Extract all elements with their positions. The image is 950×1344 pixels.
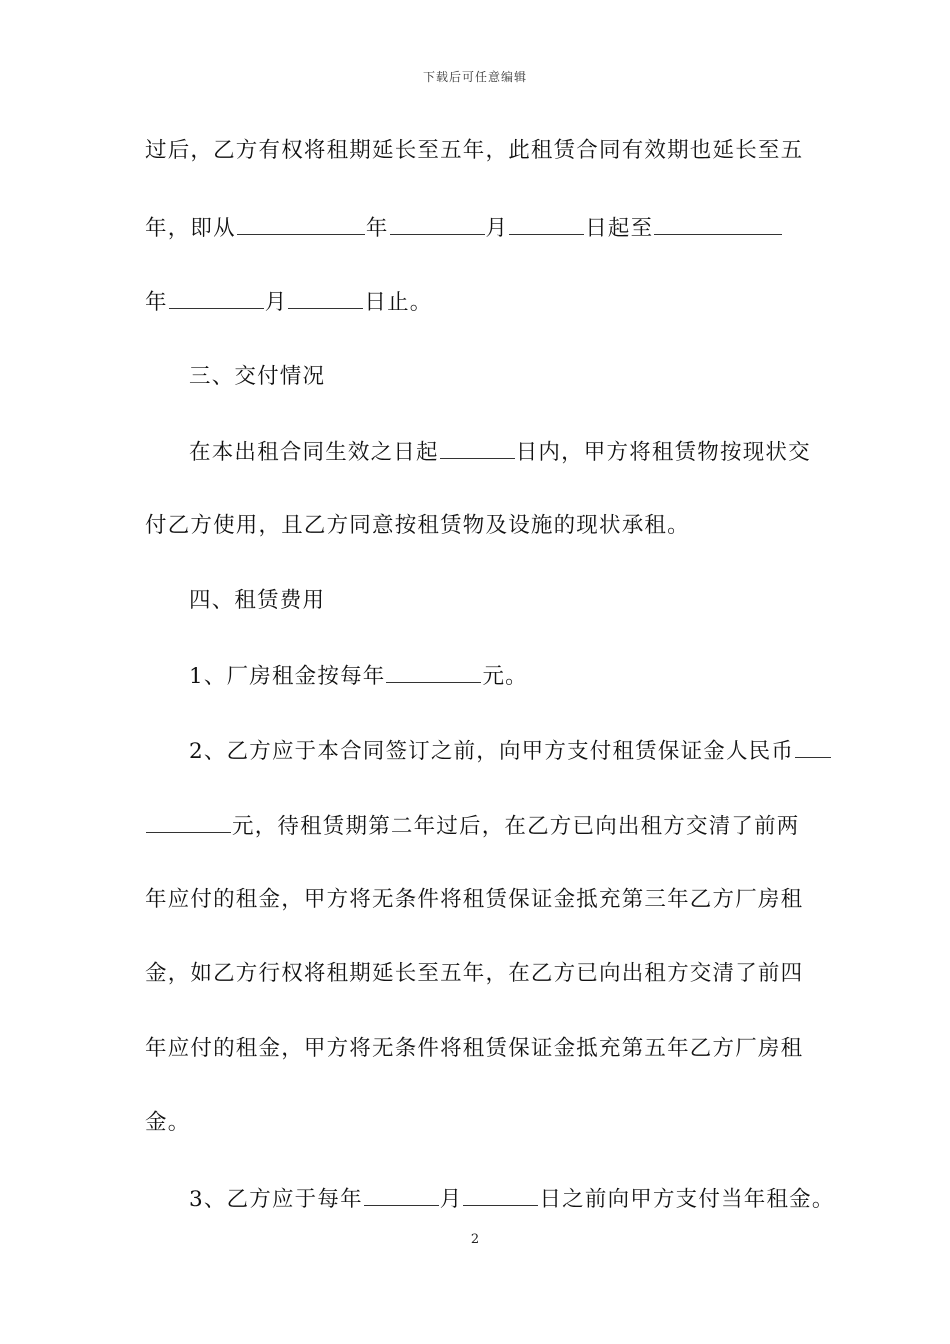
fill-in-blank xyxy=(509,212,584,235)
body-line xyxy=(145,885,825,915)
line-text: 年，即从 xyxy=(145,216,236,241)
line-text: 日内，甲方将租赁物按现状交 xyxy=(515,440,811,465)
body-line xyxy=(145,212,825,242)
body-line xyxy=(145,136,825,166)
line-text: 元，待租赁期第二年过后，在乙方已向出租方交清了前两 xyxy=(232,814,800,839)
line-text: 在本出租合同生效之日起 xyxy=(189,440,439,465)
body-line xyxy=(189,1183,835,1213)
fill-in-blank xyxy=(795,735,831,758)
line-text: 2、乙方应于本合同签订之前，向甲方支付租赁保证金人民币 xyxy=(189,739,795,764)
body-line xyxy=(189,660,829,690)
fill-in-blank xyxy=(463,1183,538,1206)
fill-in-blank xyxy=(386,660,481,683)
line-text: 金，如乙方行权将租期延长至五年，在乙方已向出租方交清了前四 xyxy=(145,961,804,986)
body-line xyxy=(189,735,829,765)
body-line xyxy=(145,1034,825,1064)
page-number: 2 xyxy=(470,1232,480,1247)
fill-in-blank xyxy=(654,212,782,235)
line-text: 三、交付情况 xyxy=(189,364,326,389)
section-heading xyxy=(189,362,829,392)
line-text: 付乙方使用，且乙方同意按租赁物及设施的现状承租。 xyxy=(145,513,690,538)
body-line xyxy=(145,810,825,840)
line-text: 3、乙方应于每年 xyxy=(189,1187,363,1212)
line-text: 日之前向甲方支付当年租金。 xyxy=(539,1187,835,1212)
line-text: 过后，乙方有权将租期延长至五年，此租赁合同有效期也延长至五 xyxy=(145,138,804,163)
body-line xyxy=(145,959,825,989)
line-text: 日止。 xyxy=(364,290,433,315)
line-text: 日起至 xyxy=(585,216,654,241)
line-text: 年 xyxy=(145,290,168,315)
fill-in-blank xyxy=(237,212,365,235)
fill-in-blank xyxy=(440,436,515,459)
line-text: 月 xyxy=(439,1187,463,1212)
body-line xyxy=(189,436,829,466)
fill-in-blank xyxy=(364,1183,439,1206)
fill-in-blank xyxy=(169,286,264,309)
fill-in-blank xyxy=(390,212,485,235)
section-heading xyxy=(189,586,829,616)
line-text: 金。 xyxy=(145,1110,191,1135)
line-text: 元。 xyxy=(482,664,528,689)
header-note: 下载后可任意编辑 xyxy=(422,70,527,84)
line-text: 月 xyxy=(485,216,509,241)
line-text: 年应付的租金，甲方将无条件将租赁保证金抵充第五年乙方厂房租 xyxy=(145,1036,804,1061)
line-text: 年应付的租金，甲方将无条件将租赁保证金抵充第三年乙方厂房租 xyxy=(145,887,804,912)
body-line xyxy=(145,511,825,541)
body-line xyxy=(145,1108,825,1138)
fill-in-blank xyxy=(146,810,231,833)
line-text: 年 xyxy=(365,216,389,241)
line-text: 1、厂房租金按每年 xyxy=(189,664,386,689)
line-text: 月 xyxy=(264,290,288,315)
body-line xyxy=(145,286,825,316)
fill-in-blank xyxy=(288,286,363,309)
line-text: 四、租赁费用 xyxy=(189,588,326,613)
